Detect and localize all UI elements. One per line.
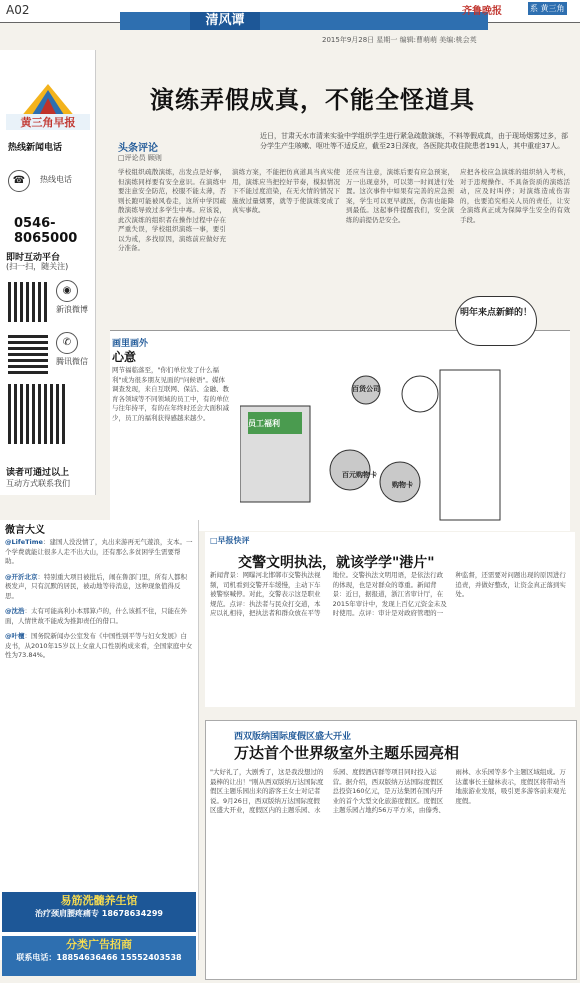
- ad-massage-line: 治疗颈肩腰疼痛专 18678634299: [34, 909, 163, 918]
- interact-title: 即时互动平台: [6, 253, 61, 263]
- wechat-icon: ✆: [56, 332, 78, 354]
- hotline-label: 热线电话: [40, 175, 72, 184]
- article-col-2: 演练方案，不能把仿真道具当真实使用，演练应当把控好节奏，模拟情况下不能过度渲染，在无火情的情况下施放过量烟雾，就等于使演练变成了真实事故。: [232, 168, 340, 214]
- app-qr-code[interactable]: [8, 384, 68, 444]
- resort-article-title: 万达首个世界级室外主题乐园亮相: [234, 744, 460, 762]
- brand-tag: 系 黄三角: [530, 4, 565, 13]
- article-col-4: 应把各校应急演练的组织纳入考核，对于违规操作、不具备资质的演练活动，应及时叫停；对演练造成伤害的，也要追究相关人员的责任，让安全演练真正成为保障学生安全的有效手段。: [460, 168, 570, 224]
- quick-commentary-label: □早报快评: [210, 536, 250, 545]
- weibo-text: 太有可能高利小本那算卢的，什么该抓不住，只能在外面，人情世故不能成为推卸责任的借口。: [5, 607, 187, 625]
- article-lead: 近日，甘肃天水市清来实验中学组织学生进行紧急疏散演练，不料等假成真，由于现场烟雾过多，部分学生产生咳嗽、呕吐等不适反应，截至23日深夜，各医院共收住院患者191人，其中重症37人。: [260, 132, 568, 150]
- weibo-text: 建国人没没情了，丸出来游再无气遊浪，支本。一个学费就能让很多人走不出大山，还有那么多贫困学生需要帮助。: [5, 538, 193, 565]
- weibo-icon: ◉: [56, 280, 78, 302]
- weibo-text: 特别重大项目被批后，闹在鲁部门里，所有人都积极发声，只有沉默的居民，被动地等待消息，这种现象值得反思。: [5, 572, 187, 600]
- issue-meta: 2015年9月28日 星期一 编辑:曹萌萌 美编:桃会英: [322, 36, 477, 44]
- quick-commentary-title: 交警文明执法，就该学学"港片": [238, 555, 435, 571]
- sidebar-logo-text: 黄三角早报: [6, 114, 90, 130]
- cartoon-tag-1: 员工福利: [248, 419, 280, 428]
- wechat-qr-code[interactable]: [8, 334, 48, 374]
- phone-icon: ☎: [8, 170, 30, 192]
- weibo-qr-code[interactable]: [8, 282, 48, 322]
- ad-massage[interactable]: [2, 892, 196, 932]
- logo-icon: [20, 84, 76, 118]
- article-byline: □评论员 顾则: [118, 154, 162, 162]
- weibo-post: @沈浩：太有可能高利小本那算卢的，什么该抓不住，只能在外面，人情世故不能成为推卸责任的借口。: [5, 607, 187, 625]
- article-col-3: 还应当注意，演练后要有应急预案，万一出现意外，可以第一时间进行处置。这次事件中如果有完善的应急预案，学生可以更早就医，伤害也能降到最低。这起事件提醒我们，安全演练的前提仍是安全。: [346, 168, 454, 224]
- section-title: 清风谭: [190, 12, 260, 30]
- resort-article-label: 西双版纳国际度假区盛大开业: [234, 732, 352, 742]
- wechat-label: 腾讯微信: [56, 357, 88, 366]
- weibo-author[interactable]: @沈浩: [5, 607, 25, 615]
- weibo-post: @叶檀：国务院新闻办公室发布《中国性别平等与妇女发展》白皮书，从2010年15岁以上女童人口性别构成来看，全国家庭中女性为73.84%。: [5, 632, 193, 659]
- cartoon-title: 心意: [112, 350, 137, 364]
- cartoon-tag-3: 百货公司: [352, 385, 380, 393]
- weibo-author[interactable]: @开沂北京: [5, 572, 38, 581]
- sidebar-footer-1: 读者可通过以上: [6, 468, 70, 478]
- newspaper-brand: 齐鲁晚报: [462, 6, 502, 17]
- weibo-title: 微言大义: [5, 525, 45, 536]
- hotline-title: 热线新闻电话: [8, 143, 63, 153]
- quick-commentary-text: 新闻背景：网曝河北邯郸市交警执法视频，司机看到交警开车缓慢，主动下车被警察喊停。对此，交警表示这是职业规范。点评：执法者与民众打交道，本应以礼相待，把执法者和群众放在平等地位。交警执法文明用语，是依法行政的体现，也是对群众的尊重。新闻背景：近日，据报道，浙江省审计厅，在2015年审计中，发现上百亿元资金未及时使用。点评：审计是对政府管理的一种监督，还需要对问题出现的原因进行追责，并做好整改，让资金真正落到实处。: [210, 571, 566, 617]
- article-col-1: 学校组织疏散演练，出发点是好事，但演练同样要有安全意识。在演练中要注意安全防范，校服不能太薄，否则长跑可能被风卷走，这所中学因疏散演练导致过多学生中毒。应该说，此次演练的组织者在操作过程中存在严重失误，学校组织演练一事，要引以为戒，多找原因，演练前应做好充分准备。: [118, 168, 226, 252]
- weibo-author[interactable]: @LifeTime: [5, 538, 43, 546]
- weibo-text: 国务院新闻办公室发布《中国性别平等与妇女发展》白皮书，从2010年15岁以上女童人口性别构成来看，全国家庭中女性为73.84%。: [5, 632, 193, 659]
- cartoon-illustration: [240, 350, 560, 528]
- weibo-label: 新浪微博: [56, 305, 88, 314]
- cartoon-text: 网节福临落至，"你们单位发了什么福利"成为很多朋友见面的"问候语"。媒体调查发现，来自互联网、保洁、金融、教育各领域等不同领域的员工中，有的单位与往年持平，有的在年终时还会大面积减少，员工的福利获得感越来越少。: [112, 366, 229, 422]
- ad-classified[interactable]: [2, 936, 196, 976]
- page-number: A02: [6, 3, 30, 17]
- weibo-posts: [5, 538, 193, 661]
- article-headline: 演练弄假成真，不能全怪道具: [150, 85, 475, 114]
- cartoon-label: 画里画外: [112, 339, 149, 349]
- weibo-author[interactable]: @叶檀: [5, 632, 25, 640]
- ad-massage-title: 易筋洗髓养生馆: [60, 894, 138, 907]
- speech-bubble: 明年来点新鲜的！: [455, 296, 537, 346]
- weibo-post: @LifeTime：建国人没没情了，丸出来游再无气遊浪，支本。一个学费就能让很多人走不出大山，还有那么多贫困学生需要帮助。: [5, 538, 193, 565]
- weibo-post: @开沂北京：特别重大项目被批后，闹在鲁部门里，所有人都积极发声，只有沉默的居民，被动地等待消息，这种现象值得反思。: [5, 572, 187, 600]
- cartoon-tag-2: 百元购物卡: [342, 471, 377, 479]
- interact-subtitle: (扫一扫，随关注): [6, 262, 69, 271]
- section-banner: [120, 12, 488, 30]
- ad-classified-title: 分类广告招商: [66, 938, 132, 951]
- ad-classified-line: 联系电话：18854636466 15552403538: [16, 953, 182, 962]
- hotline-phone[interactable]: 0546-8065000: [14, 216, 78, 246]
- cartoon-tag-4: 购物卡: [392, 481, 413, 489]
- sidebar-footer-2: 互动方式联系我们: [6, 479, 70, 488]
- column-label: 头条评论: [118, 143, 158, 154]
- resort-article-text: "大好礼了，大剧秀了，这是我没想过的最棒的让出！"刚从西双版纳万达国际度假区主题乐园出来的游客王女士对记者说。9月26日，西双版纳万达国际度假区盛大开业，度假区内的主题乐园、水乐园、度假酒店群等项目同时投入运营。据介绍，西双版纳万达国际度假区总投资160亿元，是万达集团在国内开业的首个大型文化旅游度假区。度假区主题乐园占地约56万平方米，由傣秀、雨林、水乐园等多个主题区域组成。万达董事长王健林表示，度假区将带动当地旅游业发展，吸引更多游客前来观光度假。: [210, 768, 566, 814]
